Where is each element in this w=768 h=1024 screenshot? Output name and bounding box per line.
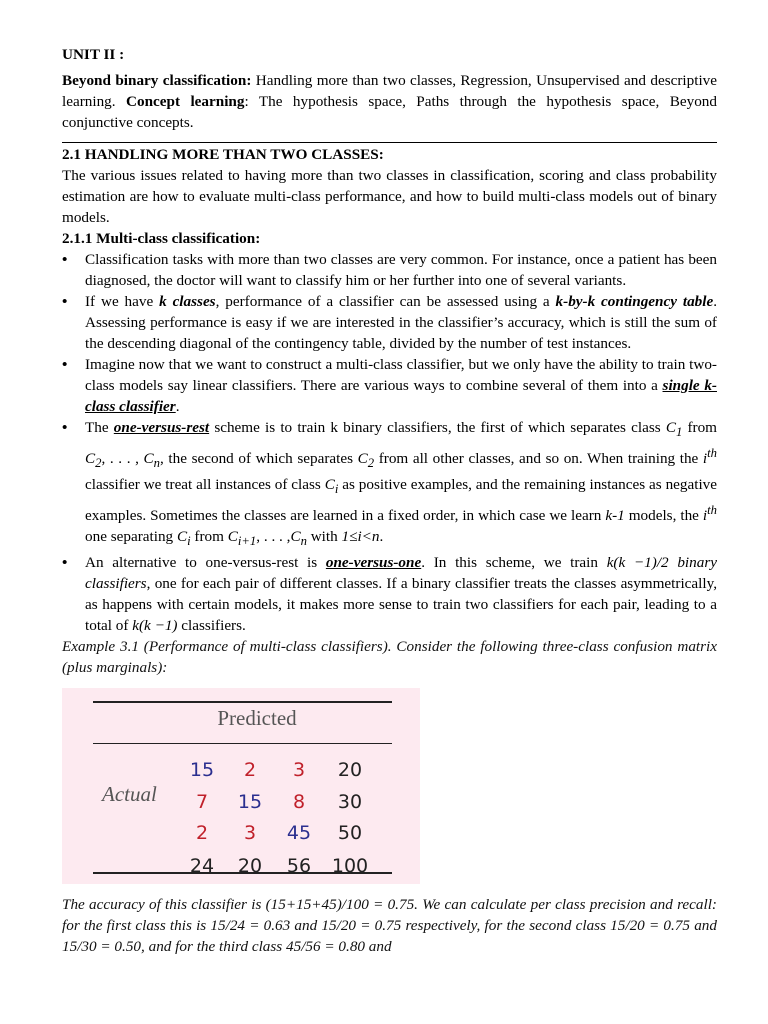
bullet-text: , one for each pair of different classes. If a binary classifier treats the classes asymmetrically, as happens with certain models, it makes more sense to train two classifiers for each pair, leading to a total of [85,575,717,635]
matrix-cell: 56 [286,855,312,878]
bullet-icon: • [62,554,68,572]
math-c: C [290,528,301,546]
math-k-pairs: k(k −1)/2 binary classifiers [85,554,717,593]
unit-intro [62,70,717,133]
matrix-cell: 3 [243,822,257,845]
math-c: C [176,528,188,546]
bullet-text: The [85,419,114,436]
math-sup: th [707,446,718,461]
math-c: C [324,476,335,494]
bullet-text: , performance of a classifier can be assessed using a [215,293,556,310]
matrix-cell: 24 [189,855,215,878]
matrix-cell: 50 [337,822,363,845]
matrix-cell: 2 [243,759,257,782]
list-item [62,417,717,552]
bullet-text: An alternative to one-versus-rest is [85,554,326,572]
bullet-text: , the second of which separates [160,450,358,468]
matrix-cell: 100 [331,855,369,878]
bullet-text: . In this scheme, we train [421,554,607,572]
matrix-cell: 15 [189,759,215,782]
bullet-text: from [682,419,717,436]
bullet-text: , . . . , [256,528,291,546]
section-paragraph: The various issues related to having more than two classes in classification, scoring and class probability estimation are how to evaluate multi-class performance, and how to build multi-class models out of binary models. [62,167,717,226]
bullet-text: with [306,528,342,546]
bullet-icon: • [62,293,68,310]
bullet-icon: • [62,419,68,436]
bullet-text: If we have [85,293,160,310]
bullet-text: classifiers. [177,617,246,635]
matrix-cell: 7 [195,791,209,814]
subsection-title: 2.1.1 Multi-class classification: [62,230,261,247]
term-single-k-class: single k-class classifier [85,377,717,415]
math-i: i [702,450,708,468]
math-c: C [143,450,154,468]
math-sub: 2 [95,456,102,471]
actual-label: Actual [102,782,157,807]
math-sub: i [187,534,191,549]
matrix-cell: 3 [292,759,306,782]
list-item [62,249,717,291]
matrix-cell: 20 [337,759,363,782]
bullet-text: from all other classes, and so on. When training the [374,450,703,468]
bullet-text: as positive examples, and the remaining instances as negative examples. Sometimes the classes are learned in a fixed order, in which case we learn [85,476,718,525]
matrix-cell: 8 [292,791,306,814]
bullet-text: from [190,528,228,546]
matrix-cell: 2 [195,822,209,845]
intro-text-2: : The hypothesis space, Paths through the hypothesis space, Beyond conjunctive concepts. [62,93,717,131]
math-c: C [85,450,96,468]
math-sub: 2 [367,456,375,471]
math-inequality: 1≤i<n [341,528,380,546]
math-c: C [665,419,676,436]
bullet-text: models, the [624,507,703,525]
math-c: C [227,528,238,546]
horizontal-divider [62,142,717,143]
math-sub: n [153,456,160,471]
matrix-mid-rule [93,743,392,744]
intro-text-1: Handling more than two classes, Regression, Unsupervised and descriptive learning. [62,72,718,110]
math-sub: n [300,534,307,549]
term-k-classes: k classes [159,293,216,310]
bullet-text: Imagine now that we want to construct a multi-class classifier, but we only have the ability to train two-class models say linear classifiers. There are various ways to combine several of them into a [85,356,717,394]
term-one-versus-one: one-versus-one [325,554,422,572]
matrix-cell: 30 [337,791,363,814]
confusion-matrix [62,688,420,884]
math-sub: i [334,482,339,497]
example-caption: Example 3.1 (Performance of multi-class classifiers). Consider the following three-class confusion matrix (plus marginals): [62,638,717,677]
math-i: i [702,507,708,525]
bullet-text: scheme is to train k binary classifiers, the first of which separates class [209,419,666,436]
term-one-versus-rest: one-versus-rest [113,419,210,436]
unit-heading: UNIT II : [62,46,125,63]
list-item [62,291,717,354]
list-item [62,552,717,636]
example-conclusion: The accuracy of this classifier is (15+15+45)/100 = 0.75. We can calculate per class precision and recall: for the first class this is 15/24 = 0.63 and 15/20 = 0.75 respectively, for the second class 15/20 = 0.75 and 15/30 = 0.50, and for the third class 45/56 = 0.80 and [62,896,717,956]
bullet-text: classifier we treat all instances of class [85,476,325,494]
math-k-minus-1: k-1 [605,507,625,525]
bullet-text: , . . . , [101,450,144,468]
matrix-cell: 20 [237,855,263,878]
math-sup: th [707,503,717,518]
math-sub: 1 [675,425,683,440]
intro-bold-1: Beyond binary classification: [62,72,252,89]
bullet-text: . [379,528,384,546]
math-k-total: k(k −1) [132,617,178,635]
bullet-text: Classification tasks with more than two classes are very common. For instance, once a patient has been diagnosed, the doctor will want to classify him or her further into one of several variants. [85,251,717,289]
bullet-text: . [175,398,180,415]
document-content [62,44,717,957]
bullet-text: one separating [85,528,177,546]
list-item [62,354,717,417]
bullet-list [62,249,717,636]
bullet-icon: • [62,356,68,373]
bullet-text: . Assessing performance is easy if we are interested in the classifier’s accuracy, which is still the sum of the descending diagonal of the contingency table, divided by the number of test instances. [85,293,718,352]
math-sub: i+1 [237,534,257,549]
section-title: 2.1 HANDLING MORE THAN TWO CLASSES: [62,146,384,163]
matrix-cell: 45 [286,822,312,845]
matrix-cell: 15 [237,791,263,814]
bullet-icon: • [62,251,68,268]
intro-bold-2: Concept learning [126,93,245,110]
matrix-top-rule [93,701,392,703]
math-c: C [357,450,368,468]
predicted-label: Predicted [217,706,297,731]
term-contingency-table: k-by-k contingency table [555,293,714,310]
